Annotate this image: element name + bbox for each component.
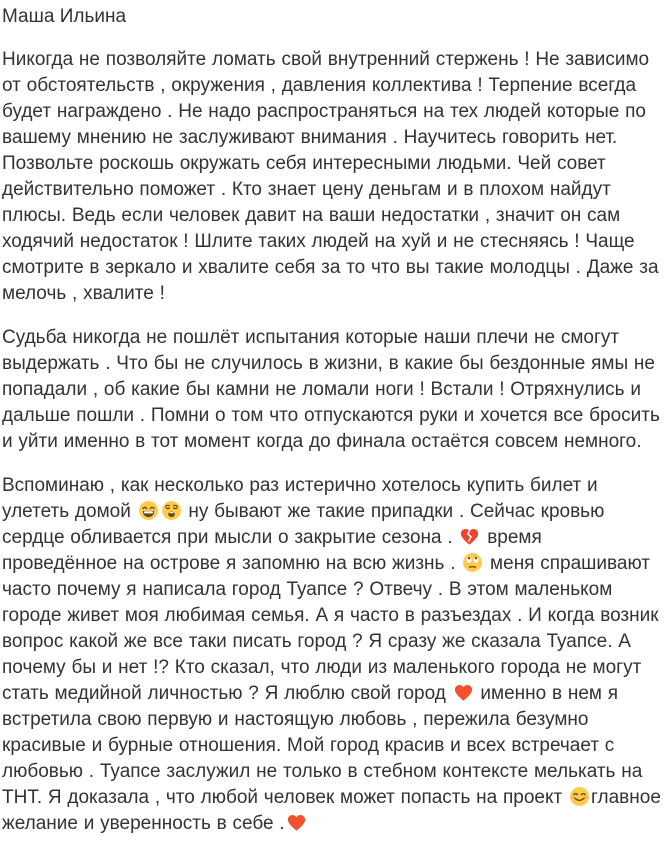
post-paragraph: Вспоминаю , как несколько раз истерично хотелось купить билет и улететь домой ну бывают же такие припадки . Сейчас кровью сердце обливается при мысли о закрытие сезона . время проведённое на острове я запомню на всю жизнь . меня спрашивают часто почему я написала город Туапсе ? Отвечу . В этом маленьком городе живет моя любимая семья. А я часто в разъездах . И когда возник вопрос какой же все таки писать город ? Я сразу же сказала Туапсе. А почему бы и нет !? Кто сказал, что люди из маленького города не могут стать медийной личностью ? Я люблю свой город именно в нем я встретила свою первую и настоящую любовь , пережила безумно красивые и бурные отношения. Мой город красив и всех встречает с любовью . Туапсе заслужил не только в стебном контексте мелькать на ТНТ. Я доказала , что любой человек может попасть на проект главное желание и уверенность в себе . (2, 475, 661, 834)
post-paragraph: Судьба никогда не пошлёт испытания которые наши плечи не смогут выдержать . Что бы не случилось в жизни, в какие бы бездонные ямы не попадали , об какие бы камни не ломали ноги ! Встали ! Отряхнулись и дальше пошли . Помни о том что отпускаются руки и хочется все бросить и уйти именно в тот момент когда до финала остаётся совсем немного. (2, 327, 660, 452)
red-heart-emoji-icon (453, 682, 474, 703)
post-body (2, 47, 662, 837)
smiling-face-emoji-icon (569, 786, 590, 807)
author-title: Маша Ильина (2, 6, 127, 27)
rolling-eyes-face-emoji-icon (462, 552, 483, 573)
post-paragraph: Никогда не позволяйте ломать свой внутренний стержень ! Не зависимо от обстоятельств , окружения , давления коллектива ! Терпение всегда будет награждено . Не надо распространяться на тех людей которые по вашему мнению не заслуживают внимания . Научитесь говорить нет. Позвольте роскошь окружать себя интересными людьми. Чей совет действительно поможет . Кто знает цену деньгам и в плохом найдут плюсы. Ведь если человек давит на ваши недостатки , значит он сам ходячий недостаток ! Шлите таких людей на хуй и не стесняясь ! Чаще смотрите в зеркало и хвалите себя за то что вы такие молодцы . Даже за мелочь , хвалите ! (2, 49, 659, 304)
broken-heart-emoji-icon (459, 526, 480, 547)
red-heart-emoji-icon (286, 812, 307, 833)
weary-face-emoji-icon (161, 500, 182, 521)
grinning-face-emoji-icon (138, 500, 159, 521)
